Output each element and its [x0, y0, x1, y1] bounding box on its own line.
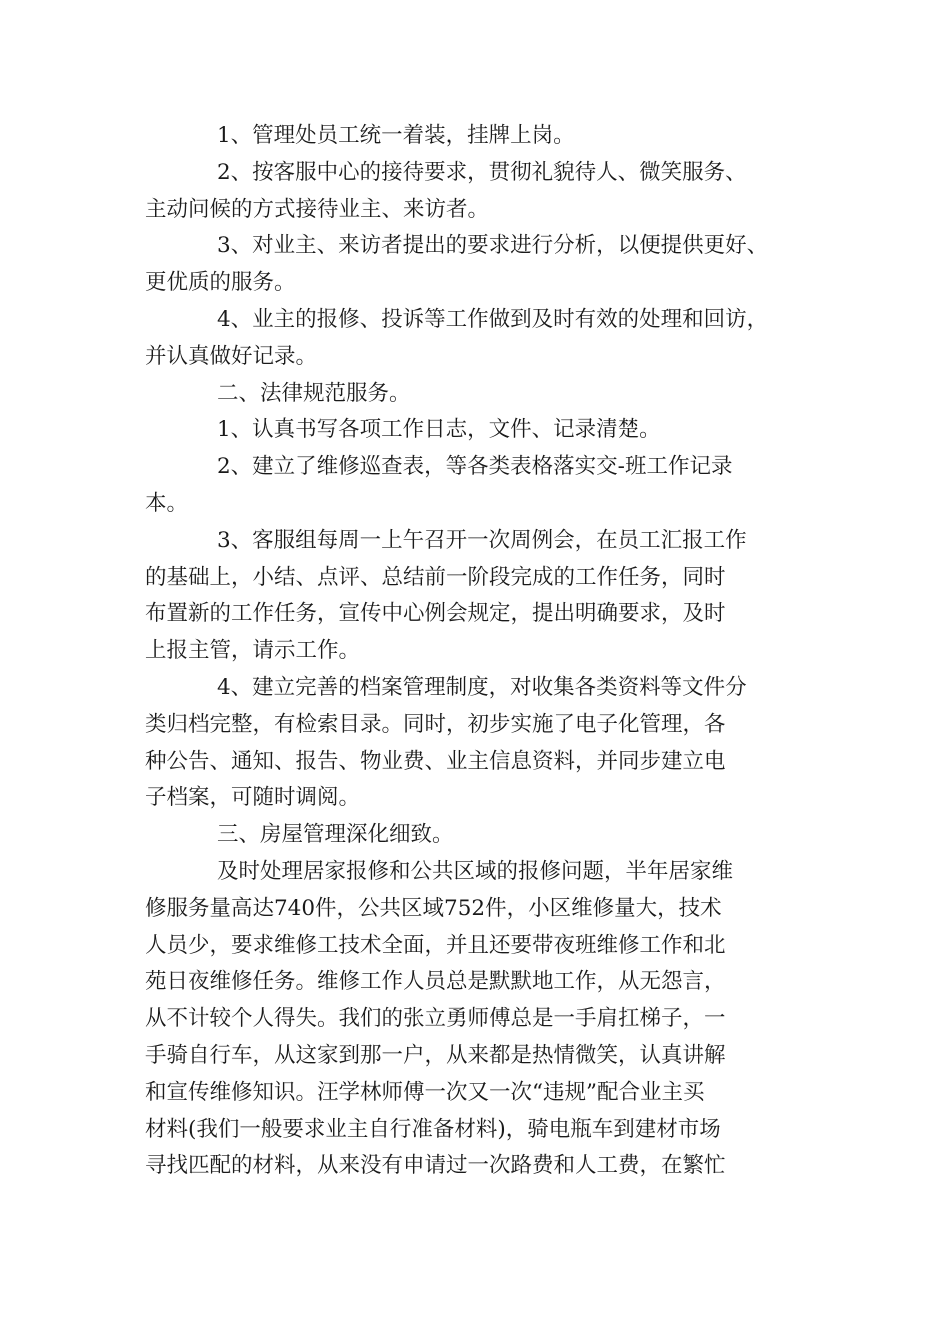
section2-item-4: 4、建立完善的档案管理制度，对收集各类资料等文件分 [217, 674, 747, 700]
section2-item-3-cont: 的基础上，小结、点评、总结前一阶段完成的工作任务，同时 [145, 564, 726, 590]
section2-item-4-cont: 种公告、通知、报告、物业费、业主信息资料，并同步建立电 [145, 748, 726, 774]
section2-item-4-cont: 类归档完整，有检索目录。同时，初步实施了电子化管理，各 [145, 711, 726, 737]
paragraph-line: 苑日夜维修任务。维修工作人员总是默默地工作，从无怨言， [145, 969, 726, 995]
section2-item-2: 2、建立了维修巡查表，等各类表格落实交-班工作记录 [217, 454, 733, 480]
list-item-2-cont: 主动问候的方式接待业主、来访者。 [145, 196, 490, 222]
section2-item-3-cont: 上报主管，请示工作。 [145, 638, 361, 664]
section2-item-2-cont: 本。 [145, 490, 189, 516]
list-item-4: 4、业主的报修、投诉等工作做到及时有效的处理和回访， [217, 306, 769, 332]
document-body [145, 118, 815, 1185]
section-heading-3: 三、房屋管理深化细致。 [217, 822, 454, 848]
list-item-2: 2、按客服中心的接待要求，贯彻礼貌待人、微笑服务、 [217, 159, 747, 185]
paragraph-line: 及时处理居家报修和公共区域的报修问题，半年居家维 [217, 858, 734, 884]
paragraph-line: 从不计较个人得失。我们的张立勇师傅总是一手肩扛梯子，一 [145, 1006, 726, 1032]
section-heading-2: 二、法律规范服务。 [217, 380, 411, 406]
list-item-4-cont: 并认真做好记录。 [145, 343, 318, 369]
section2-item-4-cont: 子档案，可随时调阅。 [145, 785, 361, 811]
paragraph-line: 修服务量高达740件，公共区域752件，小区维修量大，技术 [145, 895, 722, 921]
list-item-3: 3、对业主、来访者提出的要求进行分析，以便提供更好、 [217, 233, 769, 259]
section2-item-3-cont: 布置新的工作任务，宣传中心例会规定，提出明确要求，及时 [145, 601, 726, 627]
paragraph-line: 手骑自行车，从这家到那一户，从来都是热情微笑，认真讲解 [145, 1042, 726, 1068]
paragraph-line: 寻找匹配的材料，从来没有申请过一次路费和人工费，在繁忙 [145, 1153, 726, 1179]
section2-item-1: 1、认真书写各项工作日志，文件、记录清楚。 [217, 417, 661, 443]
paragraph-line: 和宣传维修知识。汪学林师傅一次又一次“违规”配合业主买 [145, 1079, 705, 1105]
list-item-1: 1、管理处员工统一着装，挂牌上岗。 [217, 123, 575, 148]
paragraph-line: 人员少，要求维修工技术全面，并且还要带夜班维修工作和北 [145, 932, 726, 958]
section2-item-3: 3、客服组每周一上午召开一次周例会，在员工汇报工作 [217, 527, 747, 553]
list-item-3-cont: 更优质的服务。 [145, 270, 296, 296]
paragraph-line: 材料(我们一般要求业主自行准备材料)，骑电瓶车到建材市场 [145, 1116, 721, 1142]
